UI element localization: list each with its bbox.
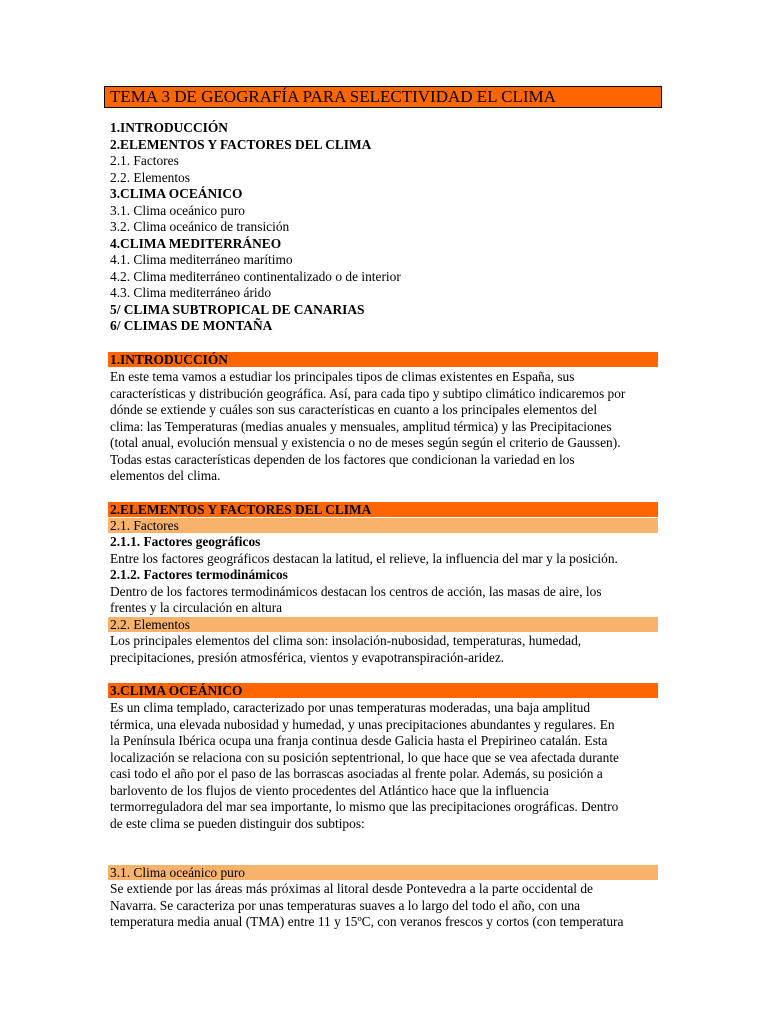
toc-item: 3.CLIMA OCEÁNICO — [110, 186, 243, 201]
toc-item: 2.1. Factores — [110, 153, 179, 168]
section-heading-clima-oceanico: 3.CLIMA OCEÁNICO — [108, 683, 658, 698]
subsection-heading-factores: 2.1. Factores — [108, 518, 658, 533]
subsection-heading-oceanico-puro: 3.1. Clima oceánico puro — [108, 865, 658, 880]
elementos-text-line: precipitaciones, presión atmosférica, vientos y evapotranspiración-aridez. — [110, 649, 505, 665]
elementos-paragraph — [110, 633, 662, 666]
toc-item: 3.1. Clima oceánico puro — [110, 202, 245, 218]
paragraph-line: elementos del clima. — [110, 468, 221, 483]
paragraph-line: termorreguladora del mar sea importante, lo mismo que las precipitaciones orográficas. Dentro — [110, 799, 619, 814]
paragraph-line: clima: las Temperaturas (medias anuales y mensuales, amplitud térmica) y las Precipitaciones — [110, 418, 612, 434]
paragraph-line: Todas estas características dependen de los factores que condicionan la variedad en los — [110, 451, 575, 467]
paragraph-line: de este clima se pueden distinguir dos subtipos: — [110, 815, 365, 831]
toc-item: 2.2. Elementos — [110, 169, 190, 185]
paragraph-line: características y distribución geográfica. Así, para cada tipo y subtipo climático indicaremos por — [110, 385, 626, 401]
paragraph-line: temperatura media anual (TMA) entre 11 y 15ºC, con veranos frescos y cortos (con temperatura — [110, 914, 624, 929]
elementos-text-line: Los principales elementos del clima son: insolación-nubosidad, temperaturas, humedad, — [110, 633, 582, 648]
toc-item: 4.1. Clima mediterráneo marítimo — [110, 252, 293, 267]
paragraph-line: (total anual, evolución mensual y existencia o no de meses según según el criterio de Gaussen). — [110, 435, 621, 450]
subsection-heading-elementos: 2.2. Elementos — [108, 617, 658, 632]
paragraph-line: En este tema vamos a estudiar los principales tipos de climas existentes en España, sus — [110, 369, 575, 384]
paragraph-line: la Península Ibérica ocupa una franja continua desde Galicia hasta el Prepirineo catalán. Esta — [110, 733, 608, 748]
paragraph-line: casi todo el año por el paso de las borrascas asociadas al frente polar. Además, su posición a — [110, 766, 603, 781]
toc-item: 6/ CLIMAS DE MONTAÑA — [110, 318, 273, 333]
introduccion-paragraph — [110, 369, 662, 485]
paragraph-line: Es un clima templado, caracterizado por unas temperaturas moderadas, una baja amplitud — [110, 700, 591, 715]
paragraph-line: localización se relaciona con su posición septentrional, lo que hace que se vea afectada durante — [110, 749, 619, 765]
factores-geograficos-text: Entre los factores geográficos destacan la latitud, el relieve, la influencia del mar y la posición. — [110, 550, 618, 566]
paragraph-line: Navarra. Se caracteriza por unas temperaturas suaves a lo largo del todo el año, con una — [110, 897, 581, 913]
section-heading-introduccion: 1.INTRODUCCIÓN — [108, 352, 658, 367]
toc-item: 4.2. Clima mediterráneo continentalizado o de interior — [110, 268, 401, 284]
clima-oceanico-paragraph — [110, 700, 662, 832]
paragraph-line: dónde se extiende y cuáles son sus características en cuanto a los principales elementos del — [110, 402, 598, 417]
toc-item: 1.INTRODUCCIÓN — [110, 120, 228, 135]
section-heading-elementos-factores: 2.ELEMENTOS Y FACTORES DEL CLIMA — [108, 502, 658, 517]
toc-item: 4.3. Clima mediterráneo árido — [110, 285, 272, 300]
paragraph-line: barlovento de los flujos de viento procedentes del Atlántico hace que la influencia — [110, 782, 549, 798]
toc-item: 2.ELEMENTOS Y FACTORES DEL CLIMA — [110, 136, 372, 152]
paragraph-line: Se extiende por las áreas más próximas al litoral desde Pontevedra a la parte occidental de — [110, 881, 593, 896]
factores-block — [110, 534, 662, 617]
toc-item: 4.CLIMA MEDITERRÁNEO — [110, 235, 282, 251]
factores-termodinamicos-heading: 2.1.2. Factores termodinámicos — [110, 567, 288, 582]
toc-item: 5/ CLIMA SUBTROPICAL DE CANARIAS — [110, 301, 365, 317]
document-title: TEMA 3 DE GEOGRAFÍA PARA SELECTIVIDAD EL CLIMA — [104, 86, 662, 108]
factores-geograficos-heading: 2.1.1. Factores geográficos — [110, 534, 261, 549]
table-of-contents — [110, 120, 670, 335]
factores-termodinamicos-text-line: frentes y la circulación en altura — [110, 600, 283, 615]
oceanico-puro-paragraph — [110, 881, 662, 931]
toc-item: 3.2. Clima oceánico de transición — [110, 219, 290, 234]
paragraph-line: térmica, una elevada nubosidad y humedad, y unas precipitaciones abundantes y regulares. En — [110, 716, 615, 732]
factores-termodinamicos-text-line: Dentro de los factores termodinámicos destacan los centros de acción, las masas de aire, los — [110, 583, 602, 599]
